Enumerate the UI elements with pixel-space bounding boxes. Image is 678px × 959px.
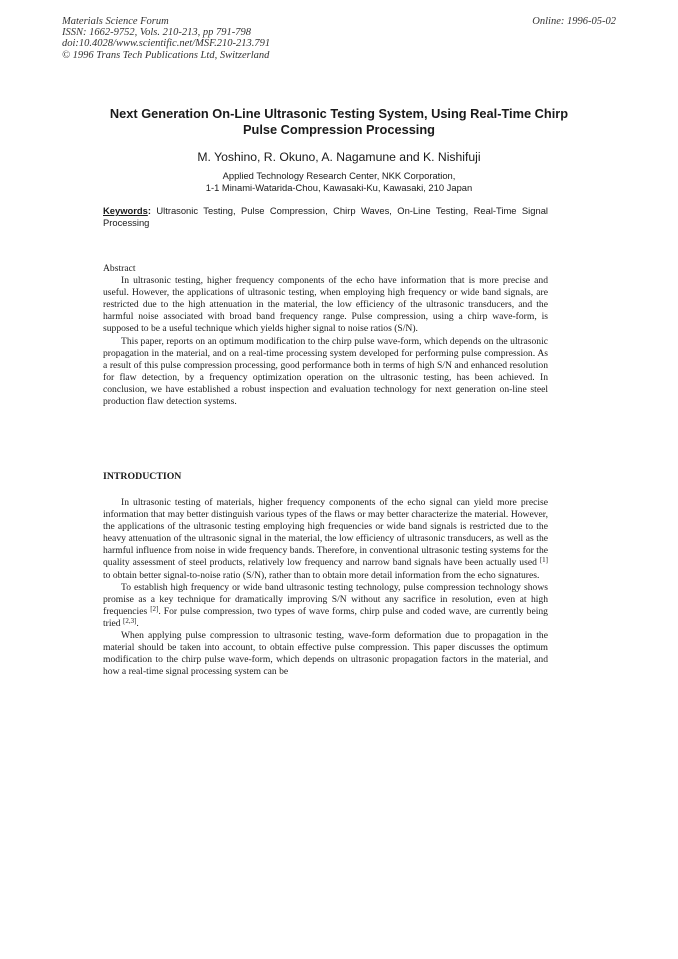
abstract-heading: Abstract: [103, 263, 136, 274]
paper-title: Next Generation On-Line Ultrasonic Testing System, Using Real-Time Chirp Pulse Compression Processing: [109, 106, 569, 137]
introduction-body: [103, 497, 548, 678]
journal-meta: [62, 16, 270, 61]
reference-2-3: [2,3]: [122, 616, 137, 625]
introduction-paragraph-2: To establish high frequency or wide band ultrasonic testing technology, pulse compression technology shows promise as a key technique for dramatically improving S/N without any sacrifice in resolution, even at high frequencies [2]. For pulse compression, two types of wave forms, chirp pulse and coded wave, are currently being tried [2,3].: [103, 581, 548, 629]
doi-line: doi:10.4028/www.scientific.net/MSF.210-213.791: [62, 38, 271, 50]
authors: M. Yoshino, R. Okuno, A. Nagamune and K. Nishifuji: [197, 150, 481, 164]
abstract-paragraph-2: This paper, reports on an optimum modification to the chirp pulse wave-form, which depends on the ultrasonic propagation in the material, and on a real-time processing system developed for performing pulse compression. As a result of this pulse compression processing, good performance both in terms of high S/N and enhanced resolution for flaw detection, by a frequency optimization operation on the ultrasonic testing, has been achieved. In conclusion, we have established a robust inspection and evaluation technology for next generation on-line steel production flaw detection systems.: [103, 335, 548, 408]
online-date: Online: 1996-05-02: [532, 16, 616, 27]
keywords: Keywords: Ultrasonic Testing, Pulse Compression, Chirp Waves, On-Line Testing, Real-Time Signal Processing: [103, 205, 548, 228]
reference-2: [2]: [150, 604, 159, 613]
introduction-heading: INTRODUCTION: [103, 471, 182, 482]
copyright-line: © 1996 Trans Tech Publications Ltd, Switzerland: [62, 49, 270, 61]
abstract: [103, 263, 548, 408]
introduction-paragraph-1: In ultrasonic testing of materials, higher frequency components of the echo signal can yield more precise information that may better distinguish various types of the flaws or may better characterize the material. However, the applications of the ultrasonic testing employing high frequencies or wide band signals is restricted due to the heavy attenuation of the ultrasonic signal in the material, the low efficiency of ultrasonic transducers, as well as the harmful influence from noise in wide frequency bands. Therefore, in conventional ultrasonic testing systems for the quality assessment of steel products, relatively low frequency and narrow band signals have been actually used [1] to obtain better signal-to-noise ratio (S/N), rather than to obtain more detail information from the echo signatures.: [103, 497, 548, 581]
reference-1: [1]: [539, 556, 548, 565]
affiliation-line-1: Applied Technology Research Center, NKK Corporation,: [222, 170, 456, 181]
keywords-text: Ultrasonic Testing, Pulse Compression, Chirp Waves, On-Line Testing, Real-Time Signal Processing: [103, 205, 548, 228]
keywords-label: Keywords: [103, 205, 148, 216]
journal-name: Materials Science Forum: [62, 16, 169, 27]
issn-line: ISSN: 1662-9752, Vols. 210-213, pp 791-798: [62, 27, 251, 39]
introduction-paragraph-3: When applying pulse compression to ultrasonic testing, wave-form deformation due to propagation in the material should be taken into account, to obtain effective pulse compression. This paper discusses the optimum modification to the chirp pulse wave-form, which depends on ultrasonic propagation factors in the material, and how a real-time signal processing system can be: [103, 630, 548, 678]
abstract-paragraph-1: In ultrasonic testing, higher frequency components of the echo have information that is more precise and useful. However, the applications of ultrasonic testing, when employing high frequency or wide band signals, are restricted due to the high attenuation in the material, the low efficiency of the ultrasonic transducers, and the harmful noise associated with broad band frequency range. Pulse compression, using a chirp wave-form, is supposed to be a useful technique which yields higher signal to noise ratios (S/N).: [103, 275, 548, 335]
affiliation-line-2: 1-1 Minami-Watarida-Chou, Kawasaki-Ku, Kawasaki, 210 Japan: [205, 182, 473, 193]
affiliation: [100, 170, 578, 194]
